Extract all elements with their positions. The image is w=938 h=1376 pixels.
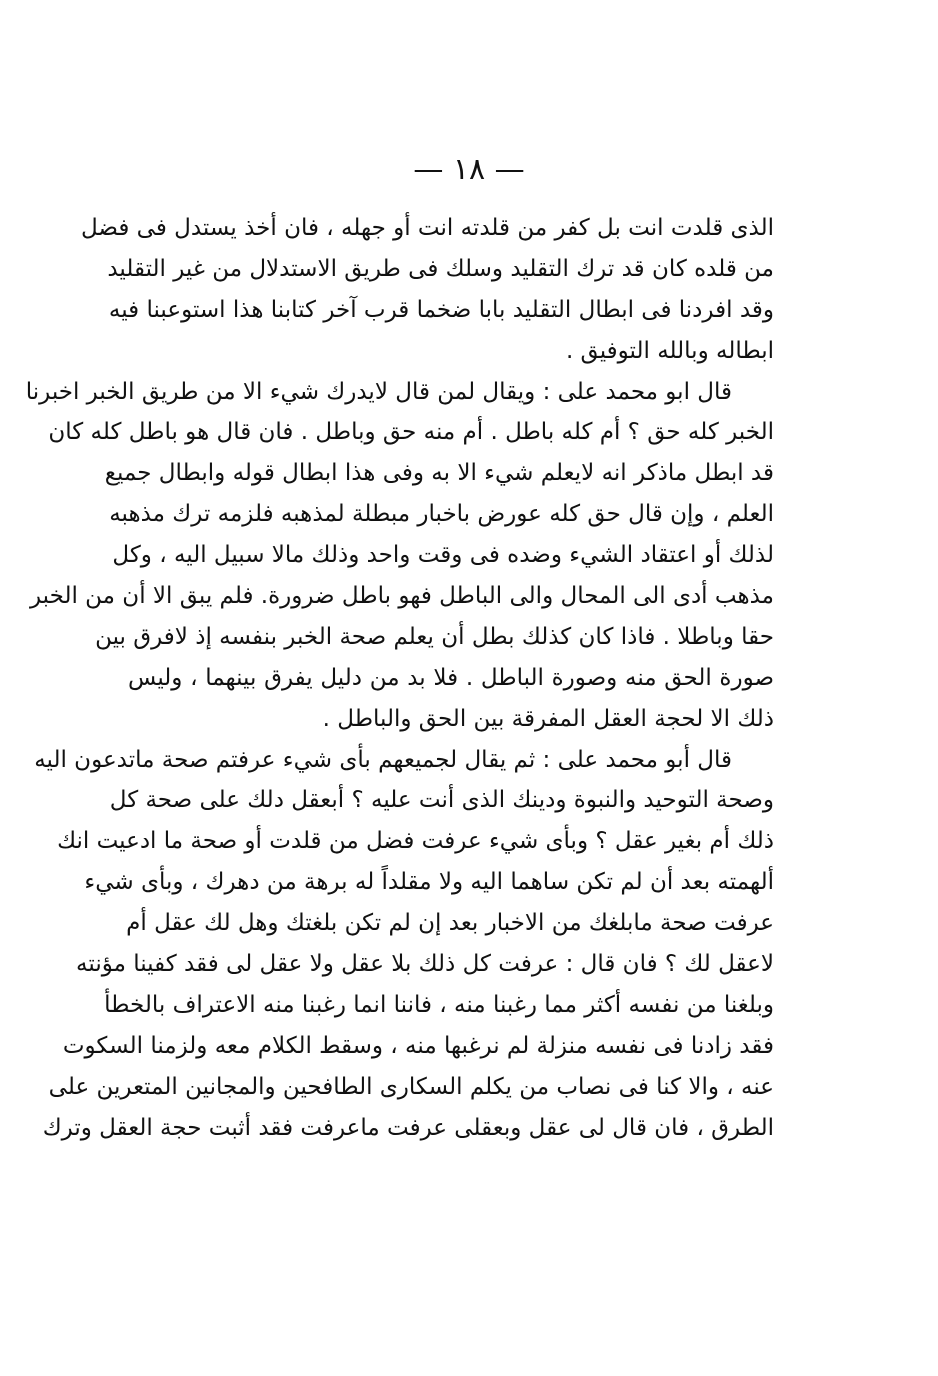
text-line: صورة الحق منه وصورة الباطل . فلا بد من دليل يفرق بينهما ، وليس bbox=[128, 664, 774, 691]
text-line: ذلك الا لحجة العقل المفرقة بين الحق والباطل . bbox=[322, 705, 774, 732]
text-line: وقد افردنا فى ابطال التقليد بابا ضخما قرب آخر كتابنا هذا استوعبنا فيه bbox=[108, 296, 774, 323]
text-line: لذلك أو اعتقاد الشيء وضده فى وقت واحد وذلك مالا سبيل اليه ، وكل bbox=[112, 542, 774, 569]
page-number: — ١٨ — bbox=[413, 152, 525, 187]
text-line: قد ابطل ماذكر انه لايعلم شيء الا به وفى هذا ابطال قوله وابطال جميع bbox=[104, 460, 774, 487]
text-line: ابطاله وبالله التوفيق . bbox=[565, 337, 774, 364]
text-line: عنه ، والا كنا فى نصاب من يكلم السكارى الطافحين والمجانين المتعرين على bbox=[48, 1073, 774, 1100]
text-line: عرفت صحة مابلغك من الاخبار بعد إن لم تكن بلغتك وهل لك عقل أم bbox=[126, 910, 774, 937]
text-line: العلم ، وإن قال حق كله عورض باخبار مبطلة لمذهبه فلزمه ترك مذهبه bbox=[109, 501, 774, 528]
paragraph-1 bbox=[81, 208, 774, 372]
text-line: من قلده كان قد ترك التقليد وسلك فى طريق الاستدلال من غير التقليد bbox=[107, 255, 774, 282]
text-line: ألهمته بعد أن لم تكن ساهما اليه ولا مقلداً له برهة من دهرك ، وبأى شيء bbox=[84, 869, 774, 896]
text-line: الذى قلدت انت بل كفر من قلدته انت أو جهله ، فان أخذ يستدل فى فضل bbox=[81, 215, 774, 241]
text-line: ذلك أم بغير عقل ؟ وبأى شيء عرفت فضل من قلدت أو صحة ما ادعيت انك bbox=[57, 828, 774, 855]
text-line: وبلغنا من نفسه أكثر مما رغبنا منه ، فاننا انما رغبنا منه الاعتراف بالخطأ bbox=[104, 991, 774, 1018]
text-line: فقد زادنا فى نفسه منزلة لم نرغبها منه ، وسقط الكلام معه ولزمنا السكوت bbox=[62, 1032, 774, 1059]
text-line: لاعقل لك ؟ فان قال : عرفت كل ذلك بلا عقل ولا عقل لى فقد كفينا مؤنته bbox=[76, 951, 774, 978]
text-line: قال أبو محمد على : ثم يقال لجميعهم بأى شيء عرفتم صحة ماتدعون اليه bbox=[34, 746, 732, 773]
text-line: مذهب أدى الى المحال والى الباطل فهو باطل ضرورة. فلم يبق الا أن من الخبر bbox=[29, 583, 774, 610]
paragraph-2 bbox=[25, 372, 774, 740]
body-text bbox=[25, 208, 774, 1148]
text-line: وصحة التوحيد والنبوة ودينك الذى أنت عليه ؟ أبعقل دلك على صحة كل bbox=[109, 787, 774, 814]
text-line: الطرق ، فان قال لى عقل وبعقلى عرفت ماعرفت فقد أثبت حجة العقل وترك bbox=[42, 1114, 774, 1141]
paragraph-3 bbox=[34, 740, 774, 1149]
text-line: حقا وباطلا . فاذا كان كذلك بطل أن يعلم صحة الخبر بنفسه إذ لافرق بين bbox=[95, 623, 774, 650]
text-line: الخبر كله حق ؟ أم كله باطل . أم منه حق وباطل . فان قال هو باطل كله كان bbox=[48, 419, 774, 446]
text-line: قال ابو محمد على : ويقال لمن قال لايدرك شيء الا من طريق الخبر اخبرنا bbox=[25, 378, 732, 405]
